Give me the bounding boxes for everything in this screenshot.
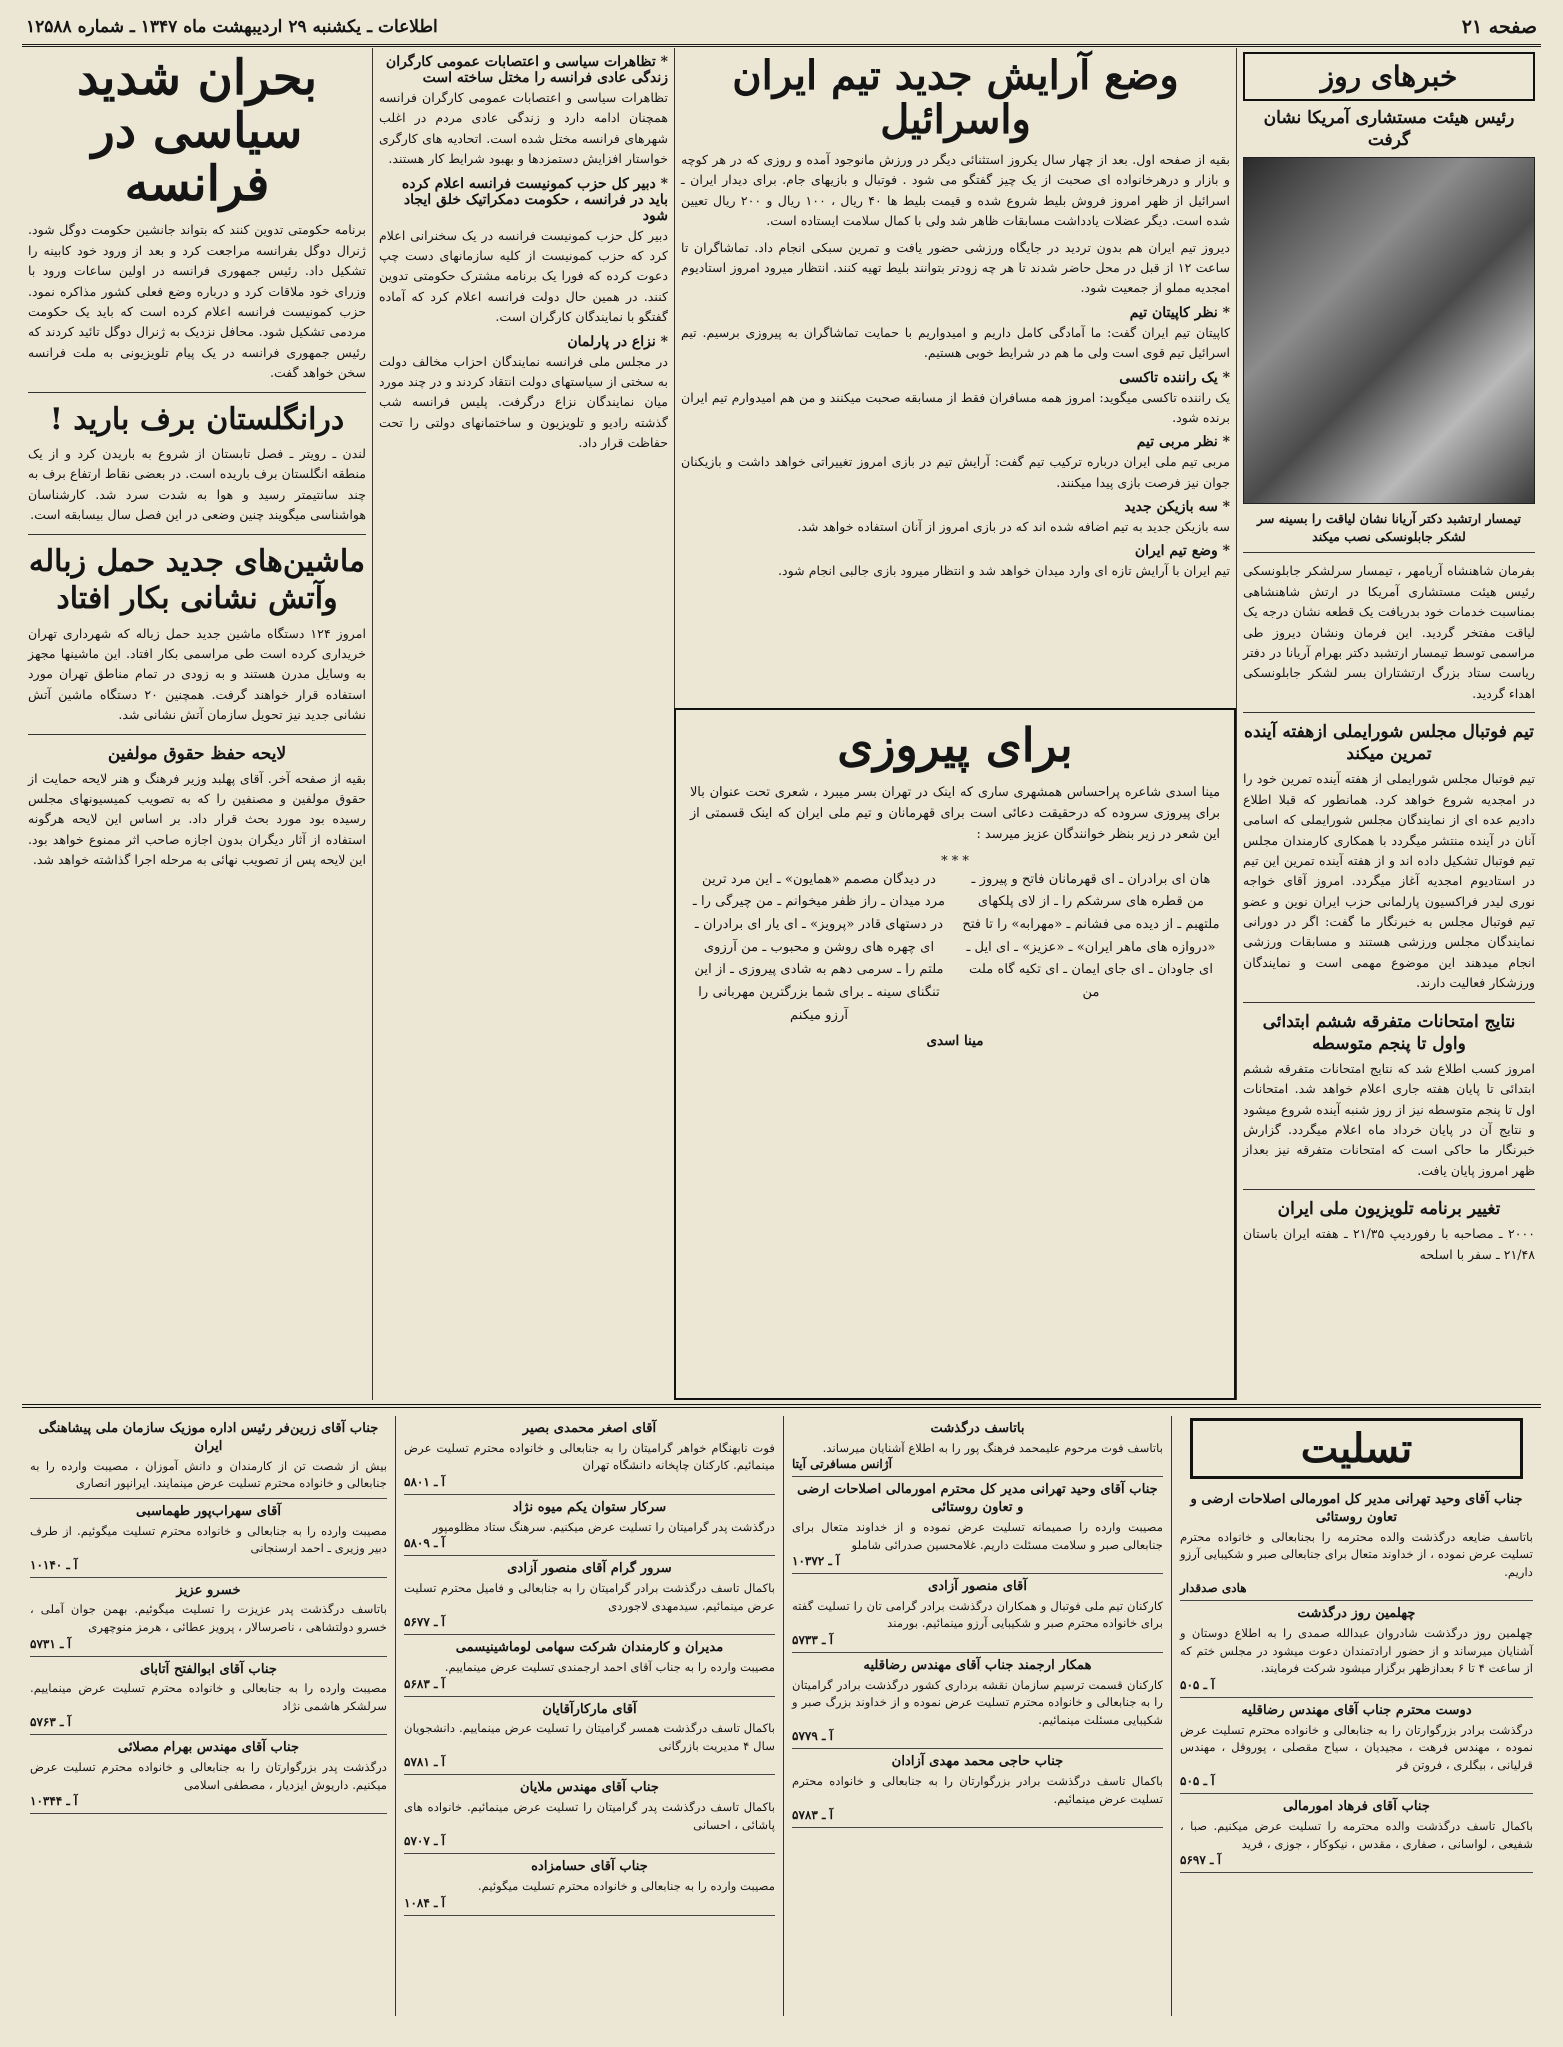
notice xyxy=(30,1657,387,1736)
poem-title: برای پیروزی xyxy=(837,718,1073,772)
subhead-taxi: * یک راننده تاکسی xyxy=(1119,369,1230,386)
notice-body: باکمال تاسف درگذشت برادر گرامیتان را به جنابعالی و فامیل محترم تسلیت عرض مینمائیم. سیدمهدی لاجوردی xyxy=(404,1581,775,1613)
section-box-title: خبرهای روز xyxy=(1243,52,1535,101)
notice-body: مصیبت وارده را به جناب آقای احمد ارجمندی تسلیت عرض مینماییم. xyxy=(444,1659,775,1674)
france-crisis-headline: بحران شدید سیاسی در فرانسه xyxy=(76,50,318,212)
notice-body: مصیبت وارده را به جنابعالی و خانواده محترم تسلیت عرض مینماییم. سرلشکر هاشمی نژاد xyxy=(30,1681,387,1713)
notice-code: آ ـ ۵۰۵ xyxy=(1180,1677,1215,1692)
notice-heading: جناب آقای زرین‌فر رئیس اداره موزیک سازمان ملی پیشاهنگی ایران xyxy=(38,1421,379,1454)
football-main-headline: وضع آرایش جدید تیم ایران واسرائیل xyxy=(732,52,1179,143)
copyright-bill-headline: لایحه حفظ حقوق مولفین xyxy=(107,743,287,764)
garbage-trucks-text: امروز ۱۲۴ دستگاه ماشین جدید حمل زباله که شهرداری تهران خریداری کرده است طی مراسمی بکار افتاد. این ماشینها مجهز به وسایل مدرن هستند و به زودی در تمام مناطق تهران مورد استفاده قرار خواهند گرفت. همچنین ۲۰ دستگاه ماشین آتش نشانی جدید نیز تحویل سازمان آتش نشانی شد. xyxy=(28,625,366,723)
photo-caption: تیمسار ارتشبد دکتر آریانا نشان لیاقت را بسینه سر لشکر جابلونسکی نصب میکند xyxy=(1243,510,1535,553)
notice xyxy=(1180,1487,1533,1601)
notice-code: آ ـ ۵۷۸۳ xyxy=(792,1808,833,1823)
condolence-column-3 xyxy=(395,1416,783,2016)
notice-body: باکمال تاسف درگذشت پدر گرامیتان را تسلیت عرض مینمائیم. خانواده های پاشائی ، احسانی xyxy=(404,1800,775,1832)
column-world-news xyxy=(22,48,372,1400)
notice-heading: چهلمین روز درگذشت xyxy=(1297,1606,1416,1622)
subhead-communist: * دبیر کل حزب کمونیست فرانسه اعلام کرده باید در فرانسه ، حکومت دمکراتیک خلق ایجاد شود xyxy=(401,175,668,224)
france-crisis-text: برنامه حکومتی تدوین کنند که بتواند جانشین حکومت دوگل شود. ژنرال دوگل بفرانسه مراجعت کرد و بعد از ورود خود کابینه را تشکیل داد. رئیس جمهوری فرانسه در اولین ساعات ورود با وزرای خود ملاقات کرد و درباره وضع فعلی کشور مذاکره نمود. حزب کمونیست فرانسه اعلام کرده است که باید یک حکومت مردمی تشکیل شود. محافل نزدیک به ژنرال دوگل تائید کردند که رئیس جمهوری فرانسه در یک پیام تلویزیونی به ملت فرانسه سخن خواهد گفت. xyxy=(28,222,366,381)
exam-headline: نتایج امتحانات متفرقه ششم ابتدائی واول تا پنجم متوسطه xyxy=(1262,1011,1516,1054)
notice xyxy=(30,1499,387,1578)
notice-body: درگذشت برادر بزرگوارتان را به جنابعالی و خانواده محترم تسلیت عرض نموده ، مهندس فرهت ، مجیدیان ، سیاح مقصلی ، پوروفل ، مهندس قرلیانی ، بیگلری ، فروتن فر xyxy=(1180,1722,1533,1772)
notice xyxy=(404,1556,775,1635)
condolence-section xyxy=(22,1404,1541,2024)
notice xyxy=(404,1635,775,1696)
top-section xyxy=(22,48,1541,1400)
poem-separator: * * * xyxy=(941,853,969,869)
notice-code: آ ـ ۵۰۵ xyxy=(1180,1774,1215,1789)
notice xyxy=(404,1416,775,1495)
notice xyxy=(792,1653,1163,1749)
lead-article-text: بفرمان شاهنشاه آریامهر ، تیمسار سرلشکر جابلونسکی رئیس هیئت مستشاری آمریکا در ارتش شاهنشاهی بمناسبت خدمات خود بدریافت یک قطعه نشان درجه یک لیاقت مفتخر گردید. این فرمان ونشان دیروز طی مراسمی توسط تیمسار ارتشبد دکتر بهرام آریانا در دفتر ریاست ستاد بزرگ ارتشتاران بسر لشکر جابلونسکی اهداء گردید. xyxy=(1243,563,1535,701)
england-snow-text: لندن ـ رویتر ـ فصل تابستان از شروع به باریدن کرد و از یک منطقه انگلستان برف باریده است. در بعضی نقاط ارتفاع برف به چند سانتیمتر رسید و هوا به شدت سرد شد. کارشناسان هواشناسی میگویند چنین وضعی در این فصل سال بیسابقه است. xyxy=(28,446,366,523)
condolence-column-4 xyxy=(22,1416,395,2016)
england-snow-headline: درانگلستان برف بارید ! xyxy=(49,401,345,437)
divider xyxy=(1243,1002,1535,1003)
notice-heading: آقای منصور آزادی xyxy=(927,1579,1028,1595)
notice xyxy=(30,1735,387,1814)
notice-heading: جناب آقای فرهاد امورمالی xyxy=(1282,1799,1431,1815)
notice-code: آ ـ ۱۰۱۴۰ xyxy=(30,1557,78,1572)
notice-body: کارکنان قسمت ترسیم سازمان نقشه برداری کشور درگذشت برادر گرامیتان را به جنابعالی و خانواده محترم تسلیت عرض نموده و از خداوند بزرگ صبر و شکیبایی مسئلت مینمائیم. xyxy=(792,1677,1163,1727)
subhead-team-status: * وضع تیم ایران xyxy=(1134,543,1230,560)
notice-code: آ ـ ۱۰۸۴ xyxy=(404,1895,445,1910)
notice-code: آ ـ ۵۷۳۳ xyxy=(792,1632,833,1647)
notice xyxy=(1180,1698,1533,1794)
notice-body: باکمال تاسف درگذشت همسر گرامیتان را تسلیت عرض مینماییم. دانشجویان سال ۴ مدیریت بازرگانی xyxy=(404,1721,775,1753)
condolence-title: تسلیت xyxy=(1190,1418,1523,1479)
poem-box xyxy=(674,708,1236,1400)
notice xyxy=(30,1578,387,1657)
notice xyxy=(30,1416,387,1499)
garbage-trucks-headline: ماشین‌های جدید حمل زباله وآتش نشانی بکار افتاد xyxy=(28,543,366,617)
poem-column-right: هان ای برادران ـ ای قهرمانان فاتح و پیروز ـ من قطره های سرشکم را ـ از لای پلکهای ملتهبم ـ از دیده می فشانم ـ «مهرابه» را تا فتح «دروازه های ماهر ایران» ـ «عزیز» ـ ای ایل ـ ای جاودان ـ ای جای ایمان ـ ای تکیه گاه ملت من xyxy=(962,871,1220,1001)
subhead-new-players: * سه بازیکن جدید xyxy=(1124,499,1230,516)
column-daily-news xyxy=(1236,48,1541,1400)
notice-code: آ ـ ۵۷۶۳ xyxy=(30,1715,71,1730)
notice-heading: سرور گرام آقای منصور آزادی xyxy=(507,1561,672,1577)
notice-body: بیش از شصت تن از کارمندان و دانش آموزان ، مصیبت وارده را به جنابعالی و خانواده محترم تسلیت عرض مینمایند. ایرانپور انصاری xyxy=(30,1458,387,1491)
tv-article-text: ۲۰۰۰ ـ مصاحبه با رفوردیپ ۲۱/۳۵ ـ هفته ایران باستان ۲۱/۴۸ ـ سفر با اسلحه xyxy=(1243,1226,1535,1262)
notice-body: مصیبت وارده را به جنابعالی و خانواده محترم تسلیت میگوئیم. xyxy=(477,1879,775,1894)
masthead: اطلاعات ـ یکشنبه ۲۹ اردیبهشت ماه ۱۳۴۷ ـ شماره ۱۲۵۸۸ xyxy=(26,17,438,37)
notice-body: باکمال تاسف درگذشت والده محترمه را تسلیت عرض میکنیم. صبا ، شفیعی ، لواسانی ، صفاری ، مقدس ، نیکوکار ، جوزی ، فرید xyxy=(1180,1818,1533,1851)
notice-body: مصیبت وارده را به جنابعالی و خانواده محترم تسلیت میگوئیم. از طرف دبیر وزیری ـ احمد ارسنجانی xyxy=(30,1523,387,1556)
strikes-text: تظاهرات سیاسی و اعتصابات عمومی کارگران فرانسه همچنان ادامه دارد و زندگی عادی مردم در اغلب شهرهای فرانسه مختل شده است. اتحادیه های کارگری خواستار افزایش دستمزدها و بهبود شرایط کار هستند. xyxy=(379,90,668,167)
notice-heading: جناب حاجی محمد مهدی آزادان xyxy=(891,1754,1064,1770)
notice-heading: آقای اصغر محمدی بصیر xyxy=(522,1421,657,1436)
notice-body: مصیبت وارده را صمیمانه تسلیت عرض نموده و از خداوند متعال برای جنابعالی صبر و سلامت مسئلت داریم. غلامحسین صدرائی شاملو xyxy=(792,1519,1163,1552)
divider xyxy=(28,534,366,535)
notice-code: آژانس مسافرتی آیتا xyxy=(792,1457,892,1472)
news-photo xyxy=(1243,157,1535,504)
notice-body: باکمال تاسف درگذشت برادر بزرگوارتان را به جنابعالی و خانواده محترم تسلیت عرض مینمائیم. xyxy=(792,1774,1163,1806)
football-part1: بقیه از صفحه اول. بعد از چهار سال یکروز استثنائی دیگر در ورزش مانوجود آمده و روزی که در هر کوچه و بازار و درهرخانواده ای صحبت از یک چیز گفتگو می شود . فوتبال و بازیهای جام. برای دیدار ایران ـ اسرائیل از ظهر امروز فروش بلیط شروع شده و قیمت بلیط ها ۴۰ ریال ، ۱۰۰ ریال و ۲۰۰ ریال تعیین شده است. دیگر عضلات یادداشت مسابقات ظاهر شد ولی با کمال سلامت ایستاده است. xyxy=(681,152,1230,229)
divider xyxy=(28,392,366,393)
poem-signature: مینا اسدی xyxy=(926,1033,984,1050)
communist-text: دبیر کل حزب کمونیست فرانسه در یک سخنرانی اعلام کرد که حزب کمونیست از کلیه سازمانهای دست چپ دعوت کرده که فورا یک برنامه مشترک حکومتی تدوین کنند. در همین حال دولت فرانسه اعلام کرد که آماده گفتگو با نمایندگان کارگران است. xyxy=(379,227,668,325)
divider xyxy=(28,734,366,735)
notice-heading: آقای سهراب‌پور طهماسبی xyxy=(135,1503,282,1519)
poem-stanzas xyxy=(690,869,1220,1028)
notice-heading: مدیران و کارمندان شرکت سهامی لوماشینیسمی xyxy=(455,1640,724,1656)
notice xyxy=(1180,1601,1533,1697)
notice-code: آ ـ ۵۶۷۷ xyxy=(404,1615,445,1630)
notice-body: چهلمین روز درگذشت شادروان عبدالله صمدی را به اطلاع دوستان و آشنایان میرساند و از حضور ارادتمندان دعوت میشود در مجلس ختم که از ساعت ۴ تا ۶ بعدازظهر برگزار میشود شرکت فرمایند. xyxy=(1180,1626,1533,1676)
copyright-bill-text: بقیه از صفحه آخر. آقای پهلبد وزیر فرهنگ و هنر لایحه حمایت از حقوق مولفین و مصنفین را که به تصویب کمیسیونهای مجلس رسیده بود مورد بحث قرار داد. بر اساس این لایحه هرگونه استفاده از آثار دیگران بدون اجازه صاحب اثر ممنوع خواهد بود. این لایحه پس از تصویب نهائی به مرحله اجرا گذاشته خواهد شد. xyxy=(28,770,366,868)
notice-code: آ ـ ۵۷۰۷ xyxy=(404,1834,445,1849)
football-part2: دیروز تیم ایران هم بدون ترديد در جایگاه ورزشی حضور یافت و تمرین سبکی انجام داد. تماشاگران تا ساعت ۱۲ از قبل در محل حاضر شدند تا هر چه زودتر بتوانند بلیط تهیه کنند. انتظار میرود امروز استادیوم امجدیه مملو از جمعیت شود. xyxy=(681,239,1231,296)
subhead-coach: * نظر مربی تیم xyxy=(1136,434,1230,451)
notice xyxy=(404,1697,775,1776)
notice-code: آ ـ ۵۷۸۱ xyxy=(404,1755,445,1770)
notice xyxy=(792,1416,1163,1477)
lead-headline: رئیس هیئت مستشاری آمریکا نشان گرفت xyxy=(1263,108,1515,151)
football-article-text: تیم فوتبال مجلس شورایملی از هفته آینده تمرین خود را در امجدیه شروع خواهد کرد. همانطور که قبلا اطلاع دادیم عده ای از نمایندگان مجلس شورایملی که اسامی آنان در آینده منتشر میگردد با همکاری کارمندان مجلس تیم فوتبال تشکیل داده اند و از هفته آینده تمرین این تیم در استادیوم امجدیه آغاز میگردد. امروز آقای خواجه نوری لیدر فراکسیون پارلمانی حزب ایران نوین و عضو تیم فوتبال مجلس به خبرنگار ما گفت: اگر در دورانی نمایندگان مجلس ورزشی هستند و مسابقات ورزشی انجام میدهند این موضوع مهمی است و نمایندگان ورزشکار فعالیت دارند. xyxy=(1243,771,1535,991)
notice-body: درگذشت پدر بزرگوارتان را به جنابعالی و خانواده محترم تسلیت عرض میکنیم. داریوش ایزدیار ، مصطفی اسلامی xyxy=(30,1760,387,1792)
tv-headline: تغییر برنامه تلویزیون ملی ایران xyxy=(1277,1199,1501,1220)
football-headline: تیم فوتبال مجلس شورایملی ازهفته آینده تمرین میکند xyxy=(1244,722,1534,765)
notice-body: باتاسف ضایعه درگذشت والده محترمه را بجنابعالی و خانواده محترم تسلیت عرض نموده ، از خداوند متعال برای جنابعالی صبر و شکیبایی آرزو داریم. xyxy=(1180,1529,1533,1579)
notice-code: هادی صدقدار xyxy=(1180,1581,1247,1596)
poem-column-left: در دیدگان مصمم «همایون» ـ این مرد ترین مرد میدان ـ راز ظفر میخوانم ـ من چیرگی را ـ در دستهای قادر «پرویز» ـ ای یار ای برادران ـ ای چهره های روشن و محبوب ـ من آرزوی ملتم را ـ سرمی دهم به شادی پیروزی ـ از این تنگنای سینه ـ برای شما بزرگترین مهربانی را آرزو میکنم xyxy=(692,871,946,1023)
new-players-text: سه بازیکن جدید به تیم اضافه شده اند که در بازی امروز از آنان استفاده خواهد شد. xyxy=(797,519,1230,535)
notice-heading: خسرو عزیز xyxy=(176,1582,241,1598)
notice-body: باتاسف درگذشت پدر عزیزت را تسلیت میگوئیم. بهمن جوان آملی ، خسرو دولتشاهی ، ناصرسالار ، پرویز عطائی ، هرمز منوچهری xyxy=(30,1602,387,1634)
notice-body: باتاسف فوت مرحوم علیمحمد فرهنگ پور را به اطلاع آشنایان میرساند. xyxy=(822,1440,1163,1455)
notice-heading: جناب آقای حسامزاده xyxy=(531,1859,648,1875)
parliament-text: در مجلس ملی فرانسه نمایندگان احزاب مخالف دولت به سختی از سیاستهای دولت انتقاد کردند و در چند مورد میان نمایندگان نزاع درگرفت. پلیس فرانسه شب گذشته رادیو و تلویزیون و ساختمانهای دولتی را تحت حفاظت قرار داد. xyxy=(379,353,668,451)
notice-heading: جناب آقای وحید تهرانی مدیر کل محترم امورمالی اصلاحات ارضی و تعاون روستائی xyxy=(797,1482,1158,1516)
notice-heading: دوست محترم جناب آقای مهندس رضاقلیه xyxy=(1241,1702,1472,1718)
notice-heading: سرکار ستوان یکم میوه نژاد xyxy=(512,1499,667,1515)
notice-code: آ ـ ۱۰۳۷۲ xyxy=(792,1554,840,1569)
divider xyxy=(1243,712,1535,713)
notice-heading: همکار ارجمند جناب آقای مهندس رضاقلیه xyxy=(863,1657,1092,1673)
divider xyxy=(1243,1189,1535,1190)
subhead-strikes: * تظاهرات سیاسی و اعتصابات عمومی کارگران زندگی عادی فرانسه را مختل ساخته است xyxy=(385,54,668,86)
exam-article-text: امروز کسب اطلاع شد که نتایج امتحانات متفرقه ششم ابتدائی تا پایان هفته جاری اعلام خواهد شد. امتحانات اول تا پنجم متوسطه نیز از روز شنبه آینده شروع میشود و نتایج آن در پایان خرداد ماه اعلام میگردد. گزارش خبرنگار ما حاکی است که امتحانات متفرقه نیز بعداز ظهر امروز پایان یافت. xyxy=(1243,1060,1535,1178)
notice-heading: جناب آقای ابوالفتح آتابای xyxy=(139,1661,277,1677)
notice-heading: جناب آقای مهندس ملایان xyxy=(519,1780,660,1796)
notice xyxy=(792,1574,1163,1653)
coach-text: مربی تیم ملی ایران درباره ترکیب تیم گفت: آرایش تیم در بازی امروز تغییراتی خواهد داشت و بازیکنان جوان نیز فرصت بازی پیدا میکنند. xyxy=(681,454,1230,490)
notice-body: درگذشت پدر گرامیتان را تسلیت عرض میکنیم. سرهنگ ستاد مظلومپور xyxy=(432,1519,775,1534)
subhead-captain: * نظر کاپیتان تیم xyxy=(1129,304,1230,321)
notice-heading: باتاسف درگذشت xyxy=(930,1421,1025,1436)
notice-body: فوت نابهنگام خواهر گرامیتان را به جنابعالی و خانواده محترم تسلیت عرض مینمائیم. کارکنان چاپخانه دانشگاه تهران xyxy=(404,1440,775,1473)
captain-text: کاپیتان تیم ایران گفت: ما آمادگی کامل داریم و امیدواریم با حمایت تماشاگران به پیروزی برسیم. تیم اسرائیل تیم قوی است ولی ما هم در شرایط خوبی هستیم. xyxy=(681,324,1230,361)
notice-heading: جناب آقای مهندس بهرام مصلائی xyxy=(117,1740,300,1756)
notice-code: آ ـ ۵۷۳۱ xyxy=(30,1636,71,1651)
notice-code: آ ـ ۵۸۰۱ xyxy=(404,1474,445,1489)
notice xyxy=(792,1477,1163,1574)
notice xyxy=(404,1775,775,1854)
notice-heading: جناب آقای وحید تهرانی مدیر کل امورمالی اصلاحات ارضی و تعاون روستائی xyxy=(1190,1492,1523,1525)
notice-code: آ ـ ۵۶۹۷ xyxy=(1180,1853,1221,1868)
condolence-column-1 xyxy=(1171,1416,1541,2016)
team-status-text: تیم ایران با آرایش تازه ای وارد میدان خواهد شد و انتظار میرود بازی جالبی انجام شود. xyxy=(778,563,1230,579)
column-france-news xyxy=(372,48,674,1400)
notice xyxy=(792,1749,1163,1828)
notice-code: آ ـ ۱۰۳۴۴ xyxy=(30,1794,78,1809)
subhead-parliament: * نزاع در پارلمان xyxy=(567,333,668,350)
notice xyxy=(404,1854,775,1915)
page-number: صفحه ۲۱ xyxy=(1461,16,1537,38)
poem-intro: مینا اسدی شاعره پراحساس همشهری ساری که اینک در تهران بسر میبرد ، شعری تحت عنوان بالا برای پیروزی سروده که درحقیقت دعائی است برای قهرمانان و تیم ملی ایران که اینک قسمتی از این شعر در زیر بنظر خوانندگان عزیز میرسد : xyxy=(690,785,1220,842)
notice xyxy=(1180,1794,1533,1873)
notice-code: آ ـ ۵۷۷۹ xyxy=(792,1729,833,1744)
condolence-column-2 xyxy=(783,1416,1171,2016)
notice-code: آ ـ ۵۸۰۹ xyxy=(404,1536,445,1551)
taxi-text: یک راننده تاکسی میگوید: امروز همه مسافران فقط از مسابقه صحبت میکنند و من هم امیدوارم تیم ایران برنده شود. xyxy=(681,389,1230,425)
page-header xyxy=(22,14,1541,47)
notice xyxy=(404,1495,775,1556)
notice-body: کارکنان تیم ملی فوتبال و همکاران درگذشت برادر گرامی تان را تسلیت گفته برای خانواده محترم صبر و شکیبایی آرزو مینمائیم. بورمند xyxy=(792,1598,1163,1631)
notice-code: آ ـ ۵۶۸۳ xyxy=(404,1676,445,1691)
notice-heading: آقای مارکارآقایان xyxy=(542,1701,637,1717)
